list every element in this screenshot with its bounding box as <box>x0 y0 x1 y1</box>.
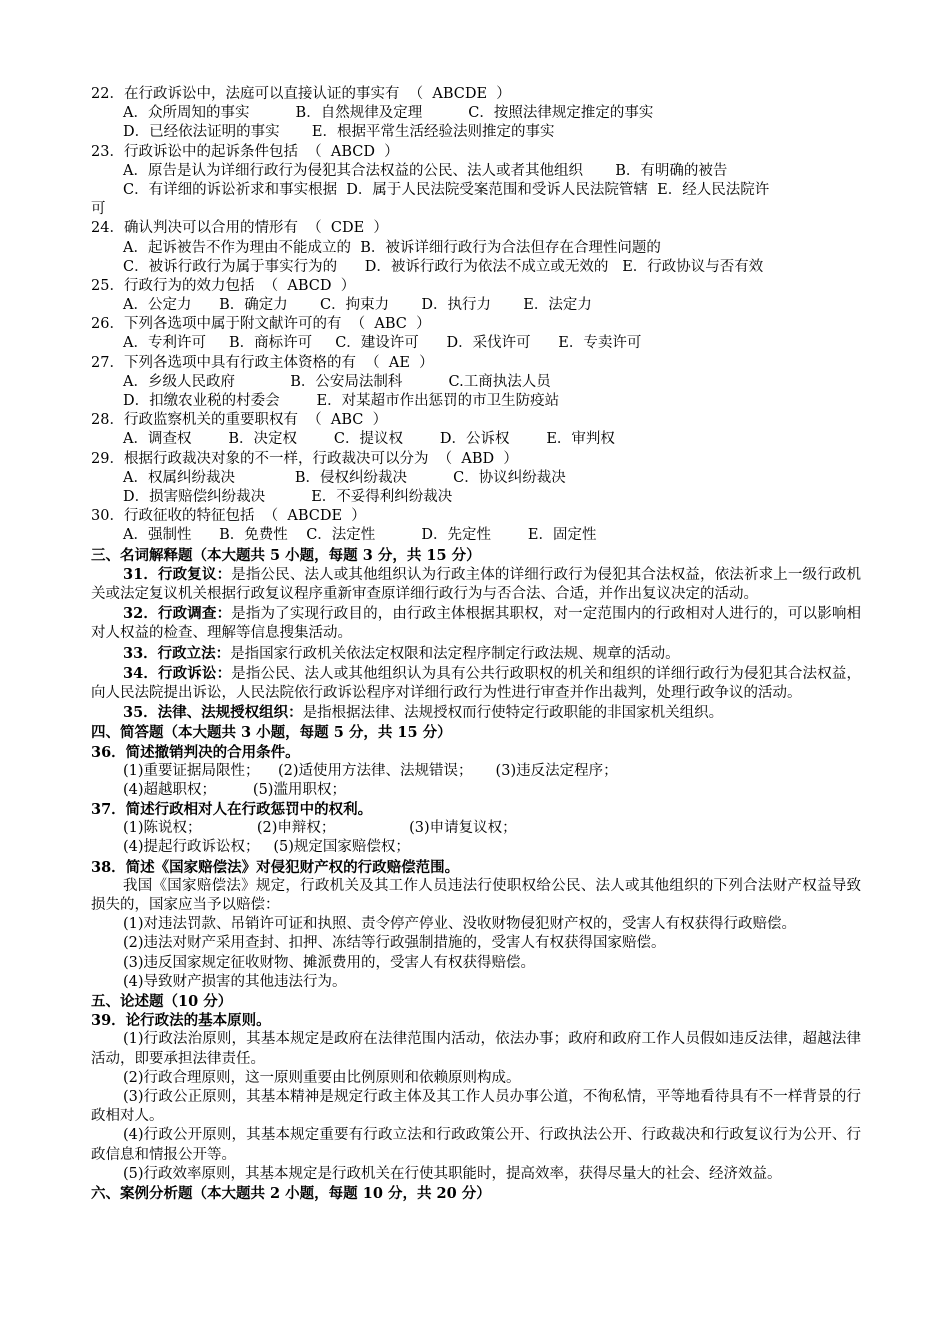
options: C．有详细的诉讼祈求和事实根据 D．属于人民法院受案范围和受诉人民法院管辖 E．经人民法院许 <box>123 181 770 198</box>
options: D．扣缴农业税的村委会 E．对某超市作出惩罚的市卫生防疫站 <box>123 393 560 409</box>
answer-paragraph: (1)对违法罚款、吊销许可证和执照、责令停产停业、没收财物侵犯财产权的，受害人有权获得行政赔偿。 <box>123 916 797 933</box>
section-heading: 五、论述题（10 分） <box>91 993 233 1011</box>
question-38: 38．简述《国家赔偿法》对侵犯财产权的行政赔偿范围。 <box>91 858 460 876</box>
question-30: 30．行政征收的特征包括 （ ABCDE ） <box>91 508 366 525</box>
options: D．已经依法证明的事实 E．根据平常生活经验法则推定的事实 <box>123 124 555 141</box>
question-24: 24．确认判决可以合用的情形有 （ CDE ） <box>91 220 388 237</box>
section-heading: 四、简答题（本大题共 3 小题，每题 5 分，共 15 分） <box>91 724 452 742</box>
definition-35 <box>91 703 861 723</box>
term: 32．行政调查： <box>123 605 232 623</box>
options: A．调查权 B．决定权 C．提议权 D．公诉权 E．审判权 <box>123 431 615 448</box>
options-wrap: 可 <box>91 201 106 218</box>
term: 35．法律、法规授权组织： <box>123 704 303 722</box>
definition-text: 是指公民、法人或其他组织认为行政主体的详细行政行为侵犯其合法权益，依法祈求上一级行政机关或法定复议机关根据行政复议程序重新审查原详细行政行为与否合法、合适，并作出复议决定的活动。 <box>91 566 861 602</box>
question-39: 39．论行政法的基本原则。 <box>91 1012 271 1030</box>
answer-paragraph: (3)行政公正原则，其基本精神是规定行政主体及其工作人员办事公道，不徇私情，平等地看待具有不一样背景的行政相对人。 <box>91 1089 861 1125</box>
answer-line: (1)陈说权； (2)申辩权； (3)申请复议权； <box>123 820 517 837</box>
options: A．起诉被告不作为理由不能成立的 B．被诉详细行政行为合法但存在合理性问题的 <box>123 239 661 256</box>
question-36: 36．简述撤销判决的合用条件。 <box>91 743 300 761</box>
answer-paragraph: (4)行政公开原则，其基本规定重要有行政立法和行政政策公开、行政执法公开、行政裁决和行政复议行为公开、行政信息和情报公开等。 <box>91 1127 861 1163</box>
definition-33 <box>91 644 861 664</box>
document-page <box>91 85 861 1203</box>
question-26: 26．下列各选项中属于附文献许可的有 （ ABC ） <box>91 316 431 333</box>
question-23: 23．行政诉讼中的起诉条件包括 （ ABCD ） <box>91 143 399 160</box>
question-29: 29．根据行政裁决对象的不一样，行政裁决可以分为 （ ABD ） <box>91 450 518 467</box>
definition-34 <box>91 664 861 703</box>
answer-paragraph: (2)违法对财产采用查封、扣押、冻结等行政强制措施的，受害人有权获得国家赔偿。 <box>123 935 666 952</box>
section-heading: 六、案例分析题（本大题共 2 小题，每题 10 分，共 20 分） <box>91 1185 491 1203</box>
answer-line: (4)提起行政诉讼权； (5)规定国家赔偿权； <box>123 839 410 856</box>
answer-line: (4)超越职权； (5)滥用职权； <box>123 781 346 798</box>
options: D．损害赔偿纠纷裁决 E．不妥得利纠纷裁决 <box>123 488 453 505</box>
options: A．强制性 B．免费性 C．法定性 D．先定性 E．固定性 <box>123 527 597 544</box>
options: A．权属纠纷裁决 B．侵权纠纷裁决 C．协议纠纷裁决 <box>123 469 566 486</box>
definition-text: 是指为了实现行政目的，由行政主体根据其职权，对一定范围内的行政相对人进行的，可以影响相对人权益的检查、理解等信息搜集活动。 <box>91 606 861 642</box>
question-25: 25．行政行为的效力包括 （ ABCD ） <box>91 277 356 294</box>
question-27: 27．下列各选项中具有行政主体资格的有 （ AE ） <box>91 354 434 371</box>
options: A．原告是认为详细行政行为侵犯其合法权益的公民、法人或者其他组织 B．有明确的被告 <box>123 162 728 179</box>
term: 34．行政诉讼： <box>123 664 232 682</box>
answer-paragraph: 我国《国家赔偿法》规定，行政机关及其工作人员违法行使职权给公民、法人或其他组织的下列合法财产权益导致损失的，国家应当予以赔偿： <box>91 877 861 914</box>
options: A．乡级人民政府 B．公安局法制科 C.工商执法人员 <box>123 373 551 390</box>
answer-paragraph: (3)违反国家规定征收财物、摊派费用的，受害人有权获得赔偿。 <box>123 954 536 971</box>
options: A．专利许可 B．商标许可 C．建设许可 D．采伐许可 E．专卖许可 <box>123 335 642 352</box>
answer-line: (1)重要证据局限性； (2)适使用方法律、法规错误； (3)违反法定程序； <box>123 762 618 779</box>
term: 33．行政立法： <box>123 644 231 662</box>
answer-paragraph: (2)行政合理原则，这一原则重要由比例原则和依赖原则构成。 <box>123 1069 521 1086</box>
answer-paragraph: (4)导致财产损害的其他违法行为。 <box>123 973 347 990</box>
answer-paragraph: (5)行政效率原则，其基本规定是行政机关在行使其职能时，提高效率，获得尽量大的社会、经济效益。 <box>123 1165 782 1182</box>
answer-paragraph: (1)行政法治原则，其基本规定是政府在法律范围内活动，依法办事；政府和政府工作人员假如违反法律，超越法律活动，即要承担法律责任。 <box>91 1031 861 1067</box>
definition-32 <box>91 604 861 643</box>
definition-text: 是指根据法律、法规授权而行使特定行政职能的非国家机关组织。 <box>302 705 724 722</box>
definition-text: 是指国家行政机关依法定权限和法定程序制定行政法规、规章的活动。 <box>230 645 680 662</box>
options: A．众所周知的事实 B．自然规律及定理 C．按照法律规定推定的事实 <box>123 105 654 122</box>
question-22: 22．在行政诉讼中，法庭可以直接认证的事实有 （ ABCDE ） <box>91 86 511 102</box>
options: C．被诉行政行为属于事实行为的 D．被诉行政行为依法不成立或无效的 E．行政协议与否有效 <box>123 258 764 275</box>
question-28: 28．行政监察机关的重要职权有 （ ABC ） <box>91 412 388 429</box>
term: 31．行政复议： <box>123 565 232 583</box>
section-heading: 三、名词解释题（本大题共 5 小题，每题 3 分，共 15 分） <box>91 546 481 564</box>
question-37: 37．简述行政相对人在行政惩罚中的权利。 <box>91 801 373 819</box>
definition-text: 是指公民、法人或其他组织认为具有公共行政职权的机关和组织的详细行政行为侵犯其合法权益，向人民法院提出诉讼，人民法院依行政诉讼程序对详细行政行为性进行审查并作出裁判，处理行政争议的活动。 <box>91 665 861 701</box>
definition-31 <box>91 565 861 604</box>
options: A．公定力 B．确定力 C．拘束力 D．执行力 E．法定力 <box>123 297 592 314</box>
